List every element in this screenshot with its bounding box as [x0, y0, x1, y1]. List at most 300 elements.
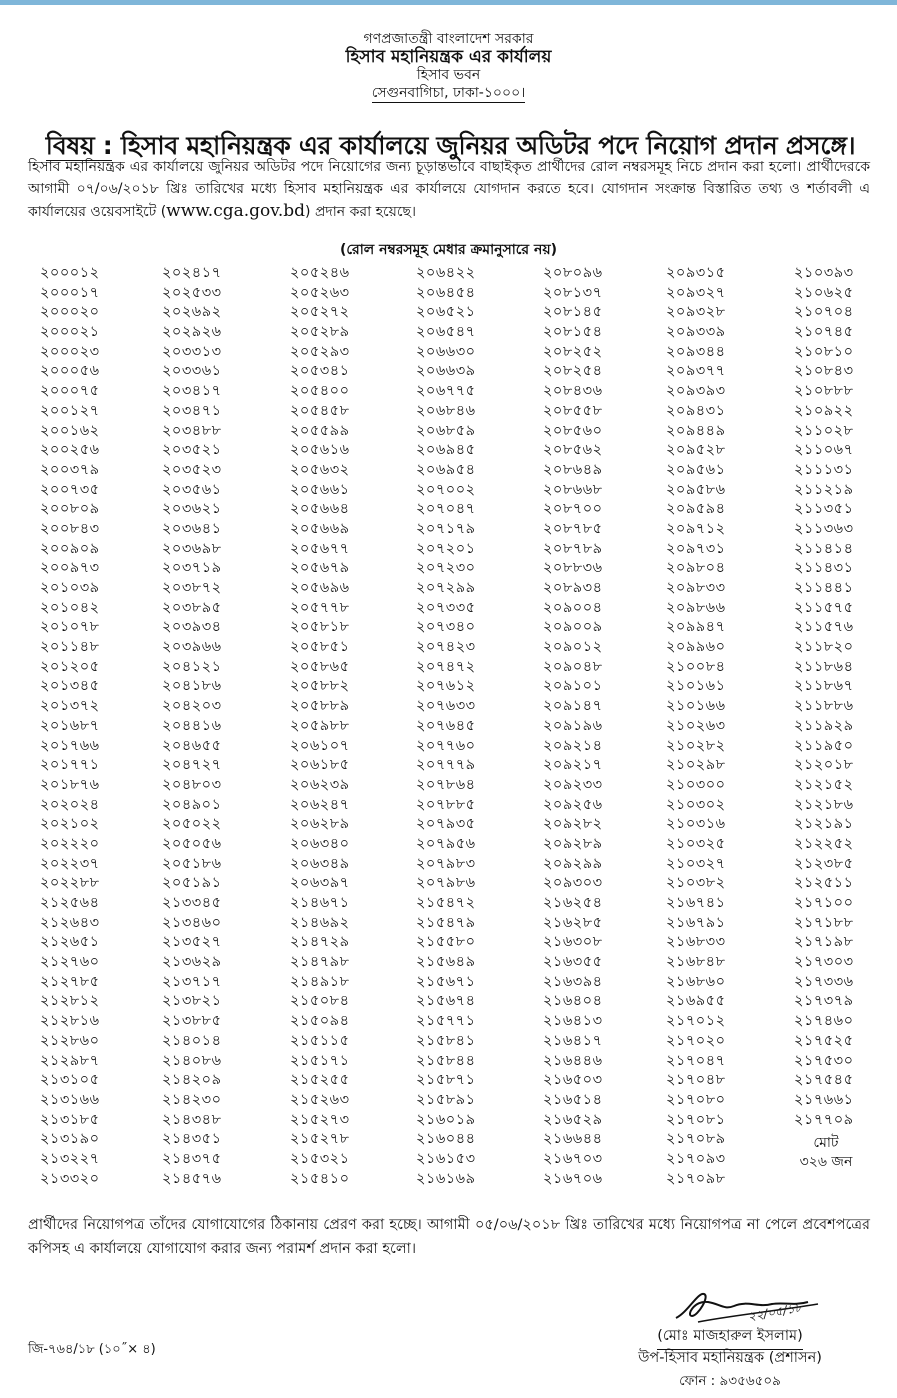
roll-number: ২০৬৩৪০ — [290, 835, 350, 852]
roll-number: ২০৫৭৭৮ — [290, 599, 350, 616]
roll-number: ২১৫৪১০ — [290, 1170, 350, 1187]
roll-number: ২০৯৩৯৩ — [666, 383, 726, 400]
roll-number: ২১৬৭৯১ — [666, 914, 726, 931]
roll-number: ২১৫৮৭১ — [416, 1072, 476, 1089]
roll-number: ২০৫৮৫১ — [290, 639, 350, 656]
roll-number: ২০৮৫৬২ — [543, 442, 603, 459]
roll-number: ২০৮০৯৬ — [543, 265, 603, 281]
roll-number: ২১২৩৮৫ — [794, 855, 854, 872]
roll-number: ২১৫৮৪১ — [416, 1032, 476, 1049]
roll-number: ২০০০৭৫ — [40, 383, 100, 400]
roll-number: ২১৭৫৪৫ — [794, 1072, 854, 1089]
roll-number: ২০৯২৫৬ — [543, 796, 603, 813]
roll-number: ২০২২৩৭ — [40, 855, 100, 872]
roll-number: ২১২৫৬৪ — [40, 895, 100, 911]
roll-number: ২০৫৫৯৯ — [290, 422, 350, 439]
roll-number: ২১৫৫৮০ — [416, 934, 476, 951]
roll-number: ২০৫৬৩২ — [290, 461, 350, 478]
roll-number: ২০৫২৯৩ — [290, 343, 350, 360]
roll-number: ২১০৮৪৩ — [794, 363, 854, 380]
roll-number: ২১১৪৩১ — [794, 560, 854, 577]
roll-number: ২০৫৪০০ — [290, 383, 350, 400]
roll-number: ২০৬৫৪৭ — [416, 324, 476, 341]
roll-number: ২০২১০২ — [40, 816, 100, 833]
roll-number: ২১১৮৮৬ — [794, 698, 854, 715]
roll-number: ২১১৯৫০ — [794, 737, 854, 754]
roll-number: ২০৫৪৫৮ — [290, 402, 350, 419]
roll-number: ২১২৭৬০ — [40, 954, 100, 971]
roll-number: ২০৯০১২ — [543, 639, 603, 656]
roll-number: ২০৯৯৪৭ — [666, 619, 726, 636]
roll-number: ২০৮৯৩৪ — [543, 580, 603, 596]
roll-number: ২১৬৮৬০ — [666, 973, 726, 990]
roll-number: ২১৫২৭৩ — [290, 1111, 350, 1128]
subject-label: বিষয় : — [45, 131, 113, 160]
roll-number: ২০৩৫৬১ — [162, 481, 222, 498]
roll-number: ২১৭৪৬০ — [794, 1013, 854, 1030]
roll-number: ২০৭৭৭৯ — [416, 757, 476, 774]
roll-number: ২০০১৬২ — [40, 422, 100, 439]
roll-number: ২০৬২৪৭ — [290, 796, 350, 813]
roll-number: ২১০৮১০ — [794, 343, 854, 360]
roll-number: ২০৫০২২ — [162, 816, 222, 833]
roll-number: ২০৭২৯৯ — [416, 580, 476, 596]
roll-number: ২০০০৫৬ — [40, 363, 100, 380]
roll-number: ২০৪৭২৭ — [162, 757, 222, 774]
roll-number: ২০৮১৫৪ — [543, 324, 603, 341]
roll-number: ২১৬৪০৪ — [543, 993, 603, 1010]
roll-number: ২০৮৭৮৯ — [543, 540, 603, 557]
roll-number: ২০৯৮৩৩ — [666, 580, 726, 596]
roll-number: ২১৬১৬৯ — [416, 1170, 476, 1187]
roll-number: ২০৮৫৬০ — [543, 422, 603, 439]
roll-number: ২০৭৪২৩ — [416, 639, 476, 656]
roll-number: ২১৫১১৫ — [290, 1032, 350, 1049]
roll-number: ২০৯৩২৮ — [666, 304, 726, 321]
roll-number: ২০০৮০৯ — [40, 501, 100, 518]
roll-number: ২১২৮১২ — [40, 993, 100, 1010]
roll-number: ২০৩৪১৭ — [162, 383, 222, 400]
total-count — [786, 1134, 866, 1172]
roll-number: ২০৯৪৪৯ — [666, 422, 726, 439]
roll-number: ২০৬১০৭ — [290, 737, 350, 754]
roll-number: ২১২১৫২ — [794, 776, 854, 793]
roll-number: ২১৬৭০৩ — [543, 1150, 603, 1167]
roll-number: ২১০৭৪৫ — [794, 324, 854, 341]
roll-number: ২০২৬৯২ — [162, 304, 222, 321]
roll-number: ২০৫৮৮৯ — [290, 698, 350, 715]
roll-number: ২১৪২৩০ — [162, 1091, 222, 1108]
roll-column-6 — [666, 264, 726, 1189]
roll-number: ২০৭০৪৭ — [416, 501, 476, 518]
roll-number: ২০৭৬৪৫ — [416, 717, 476, 734]
roll-number: ২০১০৩৯ — [40, 580, 100, 596]
roll-number: ২০৬৩৪৯ — [290, 855, 350, 872]
roll-number: ২০৭৮৮৫ — [416, 796, 476, 813]
government-name: গণপ্রজাতন্ত্রী বাংলাদেশ সরকার — [363, 31, 534, 47]
roll-number: ২১১৩৬৩ — [794, 520, 854, 537]
roll-number: ২১০৩১৬ — [666, 816, 726, 833]
roll-number: ২০০৯০৯ — [40, 540, 100, 557]
roll-number: ২১২৬৪৩ — [40, 914, 100, 931]
roll-number: ২০৩৩১৩ — [162, 343, 222, 360]
roll-number: ২০৬৩৯৭ — [290, 875, 350, 892]
roll-number: ২১৬৪১৩ — [543, 1013, 603, 1030]
roll-number: ২১৫০৯৪ — [290, 1013, 350, 1030]
roll-number: ২০৯৫৬১ — [666, 461, 726, 478]
roll-number: ২০১৭৬৬ — [40, 737, 100, 754]
roll-number: ২০৫২৪৬ — [290, 265, 350, 281]
reference-code: জি-৭৬৪/১৮ (১০˝× ৪) — [28, 1342, 156, 1357]
roll-number: ২০৩৬৯৮ — [162, 540, 222, 557]
roll-number: ২১৭০৪৮ — [666, 1072, 726, 1089]
roll-number: ২০৭২৩০ — [416, 560, 476, 577]
roll-number: ২১৩৩২০ — [40, 1170, 100, 1187]
address: সেগুনবাগিচা, ঢাকা-১০০০। — [371, 85, 526, 101]
roll-column-3 — [290, 264, 350, 1189]
roll-number: ২০৩৫২৩ — [162, 461, 222, 478]
roll-number: ২০৬৯৪৫ — [416, 442, 476, 459]
roll-number: ২০১৩৭২ — [40, 698, 100, 715]
roll-number: ২০১০৪২ — [40, 599, 100, 616]
roll-number: ২১৬২৫৪ — [543, 895, 603, 911]
roll-number: ২১৫৭৭১ — [416, 1013, 476, 1030]
roll-number: ২০৩৮৯৫ — [162, 599, 222, 616]
roll-number: ২০৪৯০১ — [162, 796, 222, 813]
roll-number: ২০৩৫২১ — [162, 442, 222, 459]
roll-number: ২০৮৫৫৮ — [543, 402, 603, 419]
roll-number: ২১০৩২৫ — [666, 835, 726, 852]
roll-number: ২০৯১৪৭ — [543, 698, 603, 715]
roll-number: ২০৩৬২১ — [162, 501, 222, 518]
officer-designation: উপ-হিসাব মহানিয়ন্ত্রক (প্রশাসন) — [638, 1350, 822, 1366]
roll-number: ২০৯০৪৮ — [543, 658, 603, 675]
roll-number: ২০৬২৮৯ — [290, 816, 350, 833]
roll-number: ২০৯৩৭৭ — [666, 363, 726, 380]
roll-number: ২০৭৯৩৫ — [416, 816, 476, 833]
roll-number: ২১৩১৬৬ — [40, 1091, 100, 1108]
roll-number: ২১৭১৮৮ — [794, 914, 854, 931]
roll-number: ২১৬৫২৯ — [543, 1111, 603, 1128]
roll-number: ২১৭০১২ — [666, 1013, 726, 1030]
roll-number: ২০৯২১৪ — [543, 737, 603, 754]
roll-number: ২১৬৩৯৪ — [543, 973, 603, 990]
roll-number: ২১১১৩১ — [794, 461, 854, 478]
roll-number: ২১৭০৪৭ — [666, 1052, 726, 1069]
roll-number: ২১৫৬৭১ — [416, 973, 476, 990]
roll-number: ২০০৮৪৩ — [40, 520, 100, 537]
roll-number: ২০৬২৩৯ — [290, 776, 350, 793]
roll-number: ২১২৭৮৫ — [40, 973, 100, 990]
roll-number: ২০৫১৯১ — [162, 875, 222, 892]
roll-number: ২০৫৬৭৯ — [290, 560, 350, 577]
roll-number: ২১০৩০২ — [666, 796, 726, 813]
roll-number: ২০০০২১ — [40, 324, 100, 341]
roll-number: ২০৮২৫৪ — [543, 363, 603, 380]
roll-number: ২০২০২৪ — [40, 796, 100, 813]
roll-number: ২১৫৪৭২ — [416, 895, 476, 911]
roll-number: ২০৮২৫২ — [543, 343, 603, 360]
roll-number: ২০৫০৫৬ — [162, 835, 222, 852]
roll-number: ২১১৪১৪ — [794, 540, 854, 557]
roll-number: ২০৫৬৬৪ — [290, 501, 350, 518]
roll-number: ২১০৬২৫ — [794, 284, 854, 301]
roll-number: ২১৬২৮৫ — [543, 914, 603, 931]
roll-number: ২০৫৬৯৬ — [290, 580, 350, 596]
roll-number: ২১৩৫২৭ — [162, 934, 222, 951]
roll-number: ২১৩৮৮৫ — [162, 1013, 222, 1030]
roll-number: ২১৭০২০ — [666, 1032, 726, 1049]
roll-number: ২০৭০০২ — [416, 481, 476, 498]
roll-number: ২১৬৬৪৪ — [543, 1131, 603, 1148]
roll-number: ২০০০২৩ — [40, 343, 100, 360]
roll-number: ২০১৬৮৭ — [40, 717, 100, 734]
roll-number: ২০৬৫২১ — [416, 304, 476, 321]
roll-number: ২০১৩৪৫ — [40, 678, 100, 695]
roll-number: ২০৯০০৪ — [543, 599, 603, 616]
roll-number: ২১৫৪৭৯ — [416, 914, 476, 931]
roll-number: ২০৯৯৬০ — [666, 639, 726, 656]
roll-number: ২১৫৬৭৪ — [416, 993, 476, 1010]
roll-number: ২০৯৩২৭ — [666, 284, 726, 301]
roll-number: ২০৯৭১২ — [666, 520, 726, 537]
roll-number: ২১৭৫২৫ — [794, 1032, 854, 1049]
roll-number: ২১৬৪৪৬ — [543, 1052, 603, 1069]
roll-number: ২০৯৪৩১ — [666, 402, 726, 419]
roll-number: ২১৪৩৭৫ — [162, 1150, 222, 1167]
roll-number: ২০৫২৭২ — [290, 304, 350, 321]
roll-number: ২০৬৬৩০ — [416, 343, 476, 360]
roll-number: ২০৫৬৬৯ — [290, 520, 350, 537]
total-value: ৩২৬ জন — [799, 1154, 853, 1170]
roll-number: ২০৭৭৬০ — [416, 737, 476, 754]
roll-number: ২০০১২৭ — [40, 402, 100, 419]
roll-number: ২১১০২৮ — [794, 422, 854, 439]
roll-number: ২১৫৬৪৯ — [416, 954, 476, 971]
roll-number: ২১৪৭৯৮ — [290, 954, 350, 971]
roll-number: ২০৭৬৩৩ — [416, 698, 476, 715]
roll-number: ২১৫৮৯১ — [416, 1091, 476, 1108]
roll-number: ২১৪৭২৯ — [290, 934, 350, 951]
roll-number: ২১৬৫১৪ — [543, 1091, 603, 1108]
roll-number: ২০৯০০৯ — [543, 619, 603, 636]
roll-number: ২০০৩৭৯ — [40, 461, 100, 478]
roll-number: ২১২৫১১ — [794, 875, 854, 892]
roll-number: ২০২২২০ — [40, 835, 100, 852]
roll-number: ২০৪৪১৬ — [162, 717, 222, 734]
roll-number: ২০৯৮০৪ — [666, 560, 726, 577]
roll-number: ২১৭৫৩০ — [794, 1052, 854, 1069]
roll-number: ২০৫৮১৮ — [290, 619, 350, 636]
roll-number: ২১৩৭১৭ — [162, 973, 222, 990]
roll-number: ২০৭৬১২ — [416, 678, 476, 695]
roll-number: ২১৪৫৭৬ — [162, 1170, 222, 1187]
roll-number: ২০৭৩৪০ — [416, 619, 476, 636]
top-border-line — [0, 0, 897, 5]
roll-number: ২১১০৬৭ — [794, 442, 854, 459]
roll-number: ২১১৪৪১ — [794, 580, 854, 596]
roll-number: ২০৬৪২২ — [416, 265, 476, 281]
roll-number: ২০৭৯৮৬ — [416, 875, 476, 892]
roll-number: ২১৭০৮০ — [666, 1091, 726, 1108]
roll-number: ২০০৯৭৩ — [40, 560, 100, 577]
roll-number: ২১২০১৮ — [794, 757, 854, 774]
roll-number: ২০৩৩৬১ — [162, 363, 222, 380]
roll-number: ২০৯৭৩১ — [666, 540, 726, 557]
officer-phone: ফোন : ৯৩৫৬৫০৯ — [679, 1373, 781, 1389]
roll-number: ২০০২৫৬ — [40, 442, 100, 459]
roll-number: ২১০২৬৩ — [666, 717, 726, 734]
roll-number: ২১৭০৯৩ — [666, 1150, 726, 1167]
roll-number: ২০২২৮৮ — [40, 875, 100, 892]
roll-number: ২০৯৩৪৪ — [666, 343, 726, 360]
roll-number: ২০৩৮৭২ — [162, 580, 222, 596]
roll-number: ২০৬৭৭৫ — [416, 383, 476, 400]
roll-number: ২১৬১৫৩ — [416, 1150, 476, 1167]
roll-number: ২০১২০৫ — [40, 658, 100, 675]
roll-number: ২০২৯২৬ — [162, 324, 222, 341]
office-name: হিসাব মহানিয়ন্ত্রক এর কার্যালয় — [345, 47, 552, 67]
roll-number: ২০১১৪৮ — [40, 639, 100, 656]
website-link[interactable]: www.cga.gov.bd — [166, 201, 306, 221]
roll-number: ২০০০১৭ — [40, 284, 100, 301]
roll-number: ২০৬৪৫৪ — [416, 284, 476, 301]
roll-number: ২০৮৪৩৬ — [543, 383, 603, 400]
roll-column-1 — [40, 264, 100, 1189]
roll-number: ২০৩৬৪১ — [162, 520, 222, 537]
roll-number: ২০৪৮০৩ — [162, 776, 222, 793]
roll-number: ২১৪৩৫১ — [162, 1131, 222, 1148]
roll-number: ২১৩১৮৫ — [40, 1111, 100, 1128]
roll-number: ২১০৭০৪ — [794, 304, 854, 321]
roll-number: ২১৩৬২৯ — [162, 954, 222, 971]
roll-number: ২১১২১৯ — [794, 481, 854, 498]
roll-number: ২০০০১২ — [40, 265, 100, 281]
roll-number: ২১২২৫২ — [794, 835, 854, 852]
roll-number: ২১৬৮৪৮ — [666, 954, 726, 971]
roll-number: ২১৫২৫৫ — [290, 1072, 350, 1089]
roll-number: ২১৭০৮১ — [666, 1111, 726, 1128]
roll-number: ২১০১৬১ — [666, 678, 726, 695]
roll-number: ২১০৩৯৩ — [794, 265, 854, 281]
roll-number: ২১৬৪১৭ — [543, 1032, 603, 1049]
roll-number: ২১০০৮৪ — [666, 658, 726, 675]
roll-column-4 — [416, 264, 476, 1189]
roll-number: ২০৬১৮৫ — [290, 757, 350, 774]
roll-number: ২০৬৮৫৯ — [416, 422, 476, 439]
roll-number: ২১৫০৮৪ — [290, 993, 350, 1010]
roll-number: ২১১৫৭৬ — [794, 619, 854, 636]
roll-number: ২০৮৬৪৯ — [543, 461, 603, 478]
roll-number: ২০২৪১৭ — [162, 265, 222, 281]
roll-number: ২১৬৩৫৫ — [543, 954, 603, 971]
signature — [668, 1282, 838, 1328]
roll-number: ২০৪৬৫৫ — [162, 737, 222, 754]
roll-number: ২০৬৮৪৬ — [416, 402, 476, 419]
roll-number: ২১৫১৭১ — [290, 1052, 350, 1069]
roll-number: ২১২১৮৬ — [794, 796, 854, 813]
roll-number: ২০৫৬৭৭ — [290, 540, 350, 557]
roll-number: ২০৩৪৭১ — [162, 402, 222, 419]
roll-number: ২১৭০৮৯ — [666, 1131, 726, 1148]
roll-number: ২১০২৮২ — [666, 737, 726, 754]
roll-number: ২১৩২২৭ — [40, 1150, 100, 1167]
roll-number: ২১৬৩০৮ — [543, 934, 603, 951]
roll-number: ২১৬৫০৩ — [543, 1072, 603, 1089]
roll-number: ২১২৮১৬ — [40, 1013, 100, 1030]
roll-number: ২০৮৮৩৬ — [543, 560, 603, 577]
roll-number: ২১০৩২৭ — [666, 855, 726, 872]
roll-number: ২১৪৬৭১ — [290, 895, 350, 911]
roll-number: ২১৫৩২১ — [290, 1150, 350, 1167]
roll-number: ২১৬৯৫৫ — [666, 993, 726, 1010]
roll-number: ২০৩৯৬৬ — [162, 639, 222, 656]
roll-number: ২০৩৪৮৮ — [162, 422, 222, 439]
roll-number: ২০১৮৭৬ — [40, 776, 100, 793]
roll-number: ২১৫২৭৮ — [290, 1131, 350, 1148]
roll-number: ২১৬৮৩৩ — [666, 934, 726, 951]
roll-list-title: (রোল নম্বরসমূহ মেধার ক্রমানুসারে নয়) — [339, 242, 558, 258]
roll-number: ২১৬০১৯ — [416, 1111, 476, 1128]
notice-body-part1: হিসাব মহানিয়ন্ত্রক এর কার্যালয়ে জুনিয়র অডিটর পদে নিয়োগের জন্য চূড়ান্তভাবে বাছাইকৃত প্রার্থীদের রোল নম্বরসমূহ নিচে প্রদান করা হলো। প্রার্থীদেরকে আগামী ০৭/০৬/২০১৮ খ্রিঃ তারিখের মধ্যে হিসাব মহানিয়ন্ত্রক এর কার্যালয়ে যোগদান করতে হবে। যোগদান সংক্রান্ত বিস্তারিত তথ্য ও শর্তাবলী এ কার্যালয়ের ওয়েবসাইটে ( — [28, 159, 870, 220]
roll-number: ২১০৩৮২ — [666, 875, 726, 892]
roll-number: ২০৯১৯৬ — [543, 717, 603, 734]
roll-number: ২০৫৬১৬ — [290, 442, 350, 459]
roll-number: ২০৫৮৮২ — [290, 678, 350, 695]
roll-number: ২১১৯২৯ — [794, 717, 854, 734]
notice-body-part2: ) প্রদান করা হয়েছে। — [305, 204, 416, 220]
roll-number: ২০৬৬৩৯ — [416, 363, 476, 380]
roll-number: ২১১৮২০ — [794, 639, 854, 656]
roll-number: ২১৩৩৪৫ — [162, 895, 222, 911]
roll-number: ২১১৮৬৭ — [794, 678, 854, 695]
roll-number: ২০৭২০১ — [416, 540, 476, 557]
roll-number: ২০৫২৮৯ — [290, 324, 350, 341]
roll-number: ২১৪৩৪৮ — [162, 1111, 222, 1128]
roll-number: ২১৭৩০৩ — [794, 954, 854, 971]
roll-number: ২১৭১৯৮ — [794, 934, 854, 951]
signature-date: ২২/০৫/১৮ — [746, 1300, 804, 1324]
roll-number: ২১২৬৫১ — [40, 934, 100, 951]
roll-number: ২১০৮৮৮ — [794, 383, 854, 400]
roll-number: ২১৬৭০৬ — [543, 1170, 603, 1187]
roll-column-2 — [162, 264, 222, 1189]
roll-number: ২০৫৯৮৮ — [290, 717, 350, 734]
roll-number: ২০৪১৮৬ — [162, 678, 222, 695]
roll-number: ২১৭৩৩৬ — [794, 973, 854, 990]
roll-number: ২০৯৩০৩ — [543, 875, 603, 892]
roll-number: ২০৯৫৯৪ — [666, 501, 726, 518]
roll-column-7 — [794, 264, 854, 1130]
roll-column-5 — [543, 264, 603, 1189]
roll-number: ২১৪০৮৬ — [162, 1052, 222, 1069]
roll-number: ২১৩৮২১ — [162, 993, 222, 1010]
building-name: হিসাব ভবন — [416, 67, 481, 83]
roll-number: ২০৯৮৬৬ — [666, 599, 726, 616]
roll-number: ২০৫১৮৬ — [162, 855, 222, 872]
roll-number: ২০৫৮৬৫ — [290, 658, 350, 675]
roll-number: ২০৯৩১৫ — [666, 265, 726, 281]
roll-number: ২০৮৭০০ — [543, 501, 603, 518]
roll-number: ২১০২৯৮ — [666, 757, 726, 774]
roll-number: ২১৬৭৪১ — [666, 895, 726, 911]
roll-number: ২১৭৭০৯ — [794, 1111, 854, 1128]
roll-number: ২১৪৯১৮ — [290, 973, 350, 990]
roll-number: ২০৯১০১ — [543, 678, 603, 695]
roll-number: ২১৬০৪৪ — [416, 1131, 476, 1148]
roll-number: ২১৪০১৪ — [162, 1032, 222, 1049]
roll-number: ২১৫৮৪৪ — [416, 1052, 476, 1069]
